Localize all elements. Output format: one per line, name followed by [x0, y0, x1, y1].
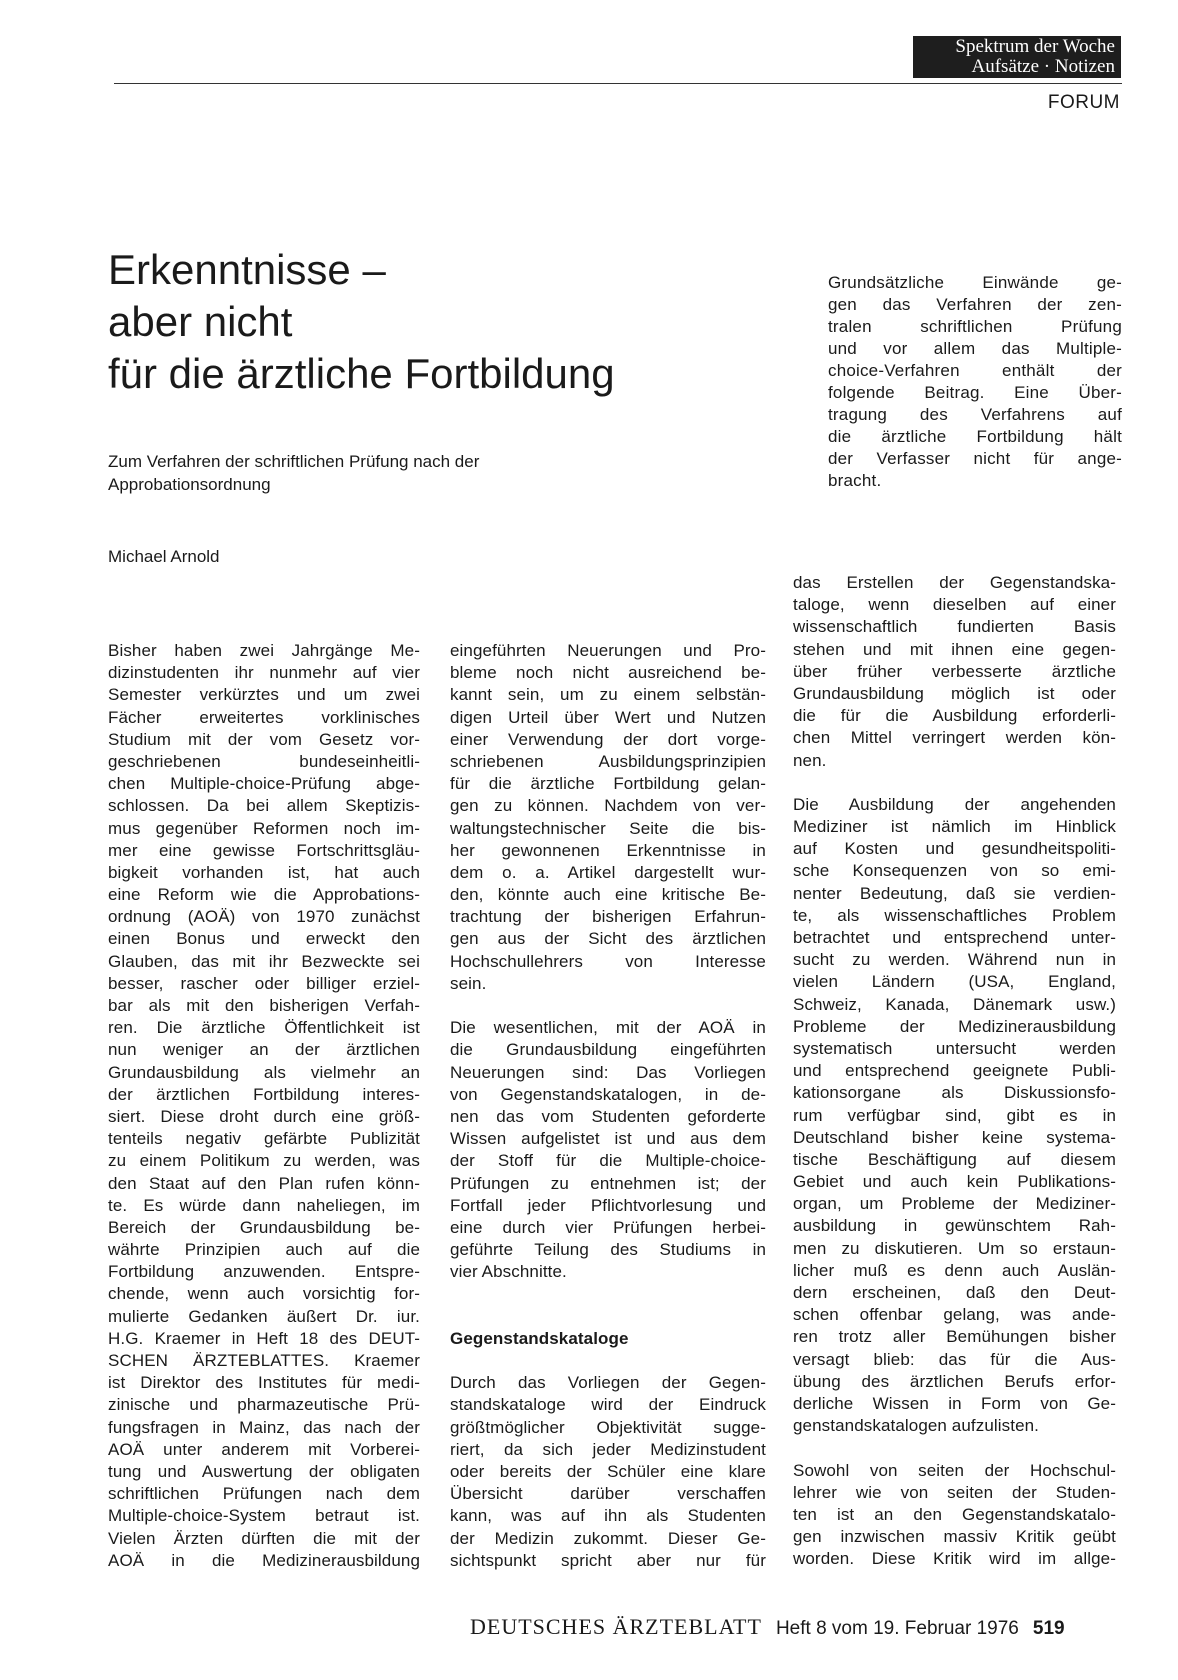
- text-line: bigkeit vorhanden ist, hat auch: [108, 862, 420, 882]
- paragraph-gap: [450, 1306, 766, 1328]
- text-line: riert, da sich jeder Medizinstudent: [450, 1439, 766, 1459]
- section-badge-line1: Spektrum der Woche: [955, 36, 1115, 57]
- text-line: nen.: [793, 750, 827, 770]
- text-line: Grundausbildung möglich ist oder: [793, 683, 1116, 703]
- abstract-line: tragung des Verfahrens auf: [828, 405, 1122, 424]
- text-line: tung und Auswertung der obligaten: [108, 1461, 420, 1481]
- abstract-line: bracht.: [828, 471, 882, 490]
- text-line: Deutschland bisher keine systema-: [793, 1127, 1116, 1147]
- text-line: ren. Die ärztliche Öffentlichkeit ist: [108, 1018, 420, 1038]
- text-line: Prüfungen zu entnehmen ist; der: [450, 1173, 766, 1193]
- text-line: AOÄ unter anderem mit Vorberei-: [108, 1439, 420, 1459]
- page-footer: [470, 1614, 1120, 1640]
- text-line: die für die Ausbildung erforderli-: [793, 706, 1116, 726]
- text-line: chende, wenn auch vorsichtig for-: [108, 1284, 420, 1304]
- text-line: Studium mit der vom Gesetz vor-: [108, 729, 420, 749]
- header-rule: [114, 83, 1122, 84]
- text-line: Übersicht darüber verschaffen: [450, 1484, 766, 1504]
- text-line: mulierte Gedanken äußert Dr. iur.: [108, 1306, 420, 1326]
- text-line: bar als mit den bisherigen Verfah-: [108, 996, 420, 1015]
- text-line: rum verfügbar sind, gibt es in: [793, 1105, 1116, 1125]
- text-line: Grundausbildung als vielmehr an: [108, 1062, 420, 1082]
- text-line: eine Reform wie die Approbations-: [108, 885, 420, 905]
- text-line: nun weniger an der ärztlichen: [108, 1040, 420, 1060]
- text-line: bleme noch nicht ausreichend be-: [450, 663, 766, 683]
- text-line: kationsorgane als Diskussionsfo-: [793, 1083, 1116, 1103]
- text-line: Fächer erweitertes vorklinisches: [108, 707, 420, 727]
- text-line: Fortbildung anzuwenden. Entspre-: [108, 1262, 420, 1282]
- text-line: Mediziner ist nämlich im Hinblick: [793, 817, 1116, 837]
- text-line: vier Abschnitte.: [450, 1262, 567, 1282]
- text-line: auf Kosten und gesundheitspoliti-: [793, 839, 1116, 859]
- text-line: betrachtet und entsprechend unter-: [793, 928, 1116, 947]
- text-line: zinische und pharmazeutische Prü-: [108, 1395, 420, 1415]
- text-line: sein.: [450, 973, 487, 993]
- text-line: schlossen. Da bei allem Skeptizis-: [108, 796, 420, 816]
- text-line: te, als wissenschaftliches Problem: [793, 905, 1116, 925]
- text-line: für die ärztliche Fortbildung gelan-: [450, 774, 766, 794]
- text-line: einer Verwendung der dort vorge-: [450, 729, 766, 749]
- text-line: trachtung der bisherigen Erfahrun-: [450, 907, 766, 927]
- text-line: wissenschaftlich fundierten Basis: [793, 617, 1116, 637]
- text-line: Fortfall jeder Pflichtvorlesung und: [450, 1195, 766, 1215]
- body-column-1: [108, 640, 420, 1572]
- text-line: licher muß es denn auch Auslän-: [793, 1260, 1116, 1280]
- article-subtitle: Zum Verfahren der schriftlichen Prüfung nach der Approbationsordnung: [108, 452, 480, 494]
- text-line: dizinstudenten ihr nunmehr auf vier: [108, 663, 420, 683]
- abstract-line: und vor allem das Multiple-: [828, 339, 1122, 358]
- text-line: Durch das Vorliegen der Gegen-: [450, 1373, 766, 1393]
- text-line: mus gegenüber Reformen noch im-: [108, 818, 420, 838]
- text-line: den Staat auf den Plan rufen könn-: [108, 1173, 420, 1193]
- text-line: Gebiet und auch kein Publikations-: [793, 1172, 1116, 1192]
- text-line: Bisher haben zwei Jahrgänge Me-: [108, 641, 420, 660]
- text-line: einen Bonus und erweckt den: [108, 929, 420, 949]
- text-line: nen das vom Studenten geforderte: [450, 1106, 766, 1126]
- text-line: Multiple-choice-System betraut ist.: [108, 1506, 420, 1526]
- text-line: Bereich der Grundausbildung be-: [108, 1217, 420, 1237]
- abstract-line: der Verfasser nicht für ange-: [828, 449, 1122, 468]
- text-line: tenteils negativ gefärbte Publizität: [108, 1129, 420, 1149]
- text-line: den, könnte auch eine kritische Be-: [450, 885, 766, 905]
- text-line: der ärztlichen Fortbildung interes-: [108, 1084, 420, 1104]
- body-column-3: [793, 572, 1116, 1570]
- text-line: gen zu können. Nachdem von ver-: [450, 796, 766, 816]
- text-line: standskataloge wird der Eindruck: [450, 1395, 766, 1415]
- text-line: Vielen Ärzten dürften die mit der: [108, 1528, 420, 1548]
- section-heading: Gegenstandskataloge: [450, 1328, 629, 1348]
- text-line: SCHEN ÄRZTEBLATTES. Kraemer: [108, 1351, 420, 1370]
- text-line: versagt blieb: das für die Aus-: [793, 1349, 1116, 1369]
- section-badge-line2: Aufsätze · Notizen: [971, 56, 1115, 77]
- text-line: oder bereits der Schüler eine klare: [450, 1461, 766, 1481]
- text-line: das Erstellen der Gegenstandska-: [793, 573, 1116, 592]
- text-line: vielen Ländern (USA, England,: [793, 972, 1116, 992]
- text-line: Probleme der Medizinerausbildung: [793, 1016, 1116, 1036]
- text-line: chen Multiple-choice-Prüfung abge-: [108, 774, 420, 794]
- text-line: Semester verkürztes und um zwei: [108, 685, 420, 705]
- text-line: tische Beschäftigung auf diesem: [793, 1149, 1116, 1169]
- text-line: zu einem Politikum zu werden, was: [108, 1151, 420, 1171]
- paragraph-gap: [450, 1283, 766, 1305]
- forum-label: FORUM: [1047, 92, 1120, 113]
- abstract-line: die ärztliche Fortbildung hält: [828, 427, 1122, 446]
- text-line: ordnung (AOÄ) von 1970 zunächst: [108, 907, 420, 927]
- text-line: schriftlichen Prüfungen nach dem: [108, 1484, 420, 1504]
- text-line: Die wesentlichen, mit der AOÄ in: [450, 1018, 766, 1038]
- title-line: aber nicht: [108, 298, 293, 345]
- text-line: Glauben, das mit ihr Bezweckte sei: [108, 951, 420, 971]
- paragraph-gap: [450, 995, 766, 1017]
- text-line: siert. Diese droht durch eine größ-: [108, 1106, 420, 1126]
- text-line: fungsfragen in Mainz, das nach der: [108, 1417, 420, 1437]
- text-line: der Medizin zukommt. Dieser Ge-: [450, 1528, 766, 1548]
- text-line: sichtspunkt spricht aber nur für: [450, 1550, 766, 1570]
- text-line: währte Prinzipien auch auf die: [108, 1240, 420, 1260]
- text-line: systematisch untersucht werden: [793, 1038, 1116, 1058]
- text-line: AOÄ in die Medizinerausbildung: [108, 1550, 420, 1570]
- text-line: sucht zu werden. Während nun in: [793, 950, 1116, 970]
- text-line: kannt sein, um zu einem selbstän-: [450, 685, 766, 705]
- text-line: die Grundausbildung eingeführten: [450, 1040, 766, 1060]
- abstract-line: choice-Verfahren enthält der: [828, 361, 1122, 380]
- text-line: taloge, wenn dieselben auf einer: [793, 595, 1116, 615]
- text-line: lehrer wie von seiten der Studen-: [793, 1482, 1116, 1502]
- text-line: H.G. Kraemer in Heft 18 des DEUT-: [108, 1328, 420, 1348]
- title-line: für die ärztliche Fortbildung: [108, 350, 615, 397]
- paragraph-gap: [793, 772, 1116, 794]
- text-line: Die Ausbildung der angehenden: [793, 794, 1116, 814]
- section-badge: [913, 36, 1121, 78]
- text-line: über früher verbesserte ärztliche: [793, 661, 1116, 681]
- text-line: genstandskatalogen aufzulisten.: [793, 1416, 1039, 1436]
- text-line: worden. Diese Kritik wird im allge-: [793, 1549, 1116, 1569]
- text-line: dern erscheinen, daß den Deut-: [793, 1283, 1116, 1302]
- footer-journal-name: DEUTSCHES ÄRZTEBLATT: [470, 1614, 762, 1639]
- article-title: [108, 244, 748, 400]
- abstract-line: Grundsätzliche Einwände ge-: [828, 273, 1122, 292]
- article-abstract: [828, 272, 1122, 492]
- text-line: und entsprechend geeignete Publi-: [793, 1061, 1116, 1081]
- text-line: derliche Wissen in Form von Ge-: [793, 1393, 1116, 1413]
- text-line: mer eine gewisse Fortschrittsgläu-: [108, 840, 420, 860]
- footer-page-number: 519: [1032, 1618, 1065, 1639]
- text-line: ausbildung in gewünschtem Rah-: [793, 1216, 1116, 1236]
- text-line: Sowohl von seiten der Hochschul-: [793, 1460, 1116, 1480]
- text-line: organ, um Probleme der Mediziner-: [793, 1194, 1116, 1214]
- text-line: der Stoff für die Multiple-choice-: [450, 1151, 766, 1171]
- text-line: nenter Bedeutung, daß sie verdien-: [793, 883, 1116, 903]
- text-line: waltungstechnischer Seite die bis-: [450, 818, 766, 838]
- text-line: Schweiz, Kanada, Dänemark usw.): [793, 994, 1116, 1014]
- paragraph-gap: [793, 1437, 1116, 1459]
- text-line: sche Konsequenzen von so emi-: [793, 861, 1116, 881]
- body-column-2: [450, 640, 766, 1572]
- text-line: geschriebenen bundeseinheitli-: [108, 751, 420, 771]
- text-line: größtmöglicher Objektivität sugge-: [450, 1417, 766, 1437]
- text-line: Hochschullehrers von Interesse: [450, 951, 766, 971]
- text-line: ren trotz aller Bemühungen bisher: [793, 1327, 1116, 1347]
- text-line: besser, rascher oder billiger erziel-: [108, 973, 420, 993]
- footer-issue: Heft 8 vom 19. Februar 1976: [775, 1618, 1019, 1639]
- text-line: stehen und mit ihnen eine gegen-: [793, 639, 1116, 659]
- abstract-line: folgende Beitrag. Eine Über-: [828, 383, 1122, 402]
- text-line: dem o. a. Artikel dargestellt wur-: [450, 862, 766, 882]
- text-line: her gewonnenen Erkenntnisse in: [450, 840, 766, 860]
- text-line: übung des ärztlichen Berufs erfor-: [793, 1371, 1116, 1391]
- abstract-line: gen das Verfahren der zen-: [828, 295, 1122, 314]
- text-line: Neuerungen sind: Das Vorliegen: [450, 1062, 766, 1082]
- text-line: men zu diskutieren. Um so erstaun-: [793, 1238, 1116, 1258]
- text-line: digen Urteil über Wert und Nutzen: [450, 707, 766, 727]
- text-line: schen offenbar gelang, was ande-: [793, 1305, 1116, 1325]
- text-line: eingeführten Neuerungen und Pro-: [450, 641, 766, 660]
- text-line: te. Es würde dann naheliegen, im: [108, 1195, 420, 1215]
- text-line: chen Mittel verringert werden kön-: [793, 728, 1116, 748]
- text-line: ist Direktor des Institutes für medi-: [108, 1373, 420, 1393]
- text-line: kann, was auf ihn als Studenten: [450, 1506, 766, 1526]
- title-line: Erkenntnisse –: [108, 246, 386, 293]
- text-line: gen inzwischen massiv Kritik geübt: [793, 1527, 1116, 1547]
- article-author: Michael Arnold: [108, 547, 220, 566]
- text-line: Wissen aufgelistet ist und aus dem: [450, 1129, 766, 1149]
- paragraph-gap: [450, 1350, 766, 1372]
- text-line: geführte Teilung des Studiums in: [450, 1240, 766, 1260]
- text-line: von Gegenstandskatalogen, in de-: [450, 1084, 766, 1104]
- text-line: schriebenen Ausbildungsprinzipien: [450, 751, 766, 771]
- text-line: ten ist an den Gegenstandskatalo-: [793, 1504, 1116, 1524]
- abstract-line: tralen schriftlichen Prüfung: [828, 317, 1122, 336]
- text-line: gen aus der Sicht des ärztlichen: [450, 929, 766, 949]
- text-line: eine durch vier Prüfungen herbei-: [450, 1217, 766, 1237]
